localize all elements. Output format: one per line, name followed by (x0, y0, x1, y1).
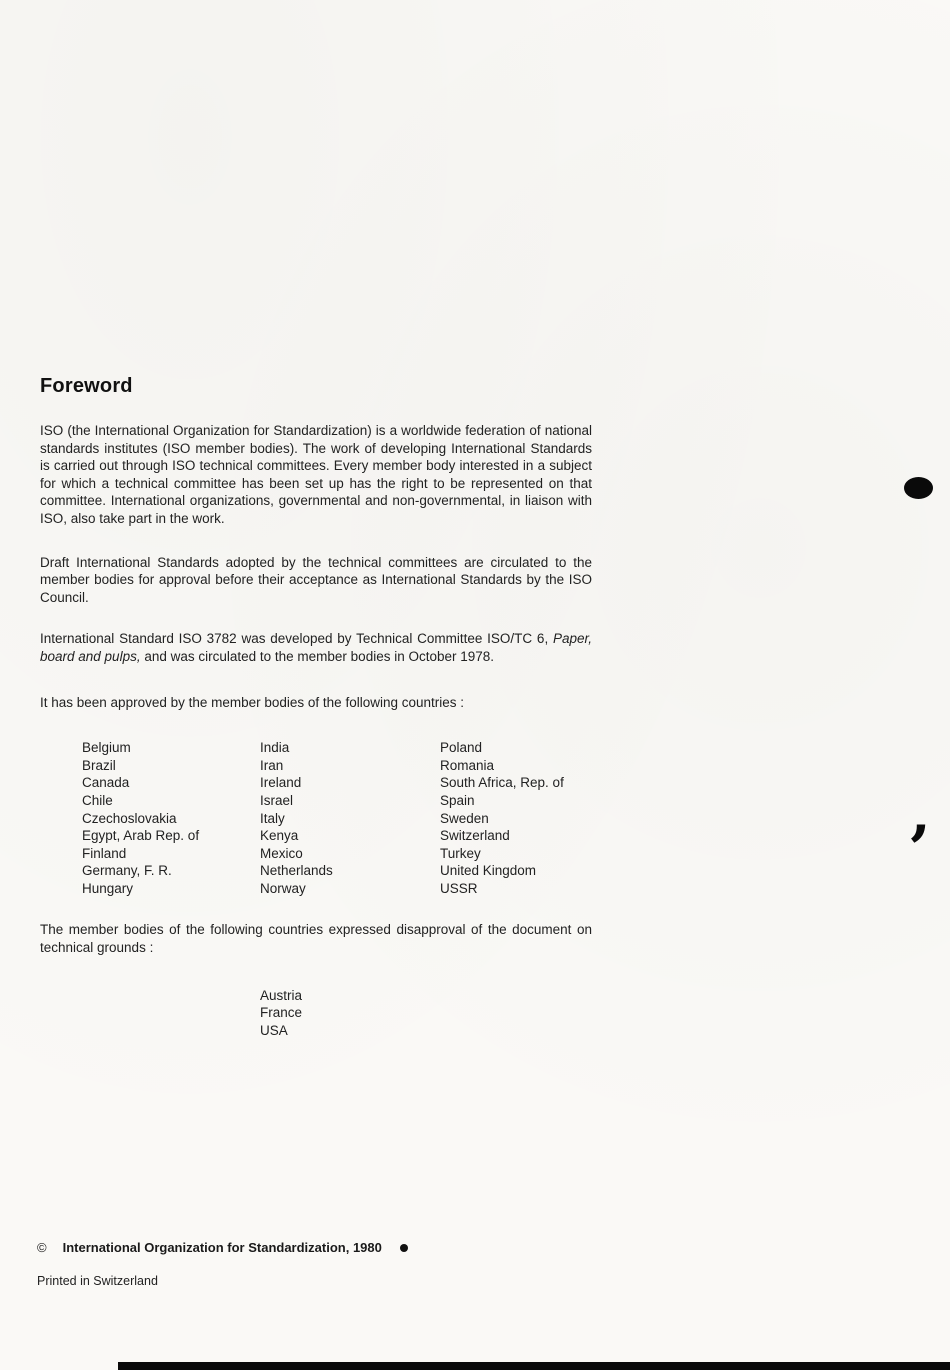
country-name: India (260, 740, 290, 756)
country-name: Belgium (82, 740, 131, 756)
text-segment-suffix: and was circulated to the member bodies in October 1978. (140, 648, 495, 664)
paragraph-developed-by (40, 630, 592, 665)
paragraph-approved-intro: It has been approved by the member bodies of the following countries : (40, 694, 465, 710)
paragraph-draft-standards: Draft International Standards adopted by the technical committees are circulated to the member bodies for approval before their acceptance as International Standards by the ISO Council. (40, 554, 592, 605)
approval-country-columns (82, 739, 592, 897)
copyright-line (37, 1240, 597, 1255)
country-name: Kenya (260, 828, 299, 844)
country-name: United Kingdom (440, 863, 537, 879)
country-name: Czechoslovakia (82, 810, 177, 826)
country-name: Switzerland (440, 828, 510, 844)
country-column-2 (260, 739, 440, 897)
country-name: Spain (440, 792, 475, 808)
country-name: Austria (260, 987, 303, 1003)
country-name: Iran (260, 757, 284, 773)
paragraph-disapproval-intro: The member bodies of the following countries expressed disapproval of the document on technical grounds : (40, 922, 592, 956)
country-name: Romania (440, 757, 495, 773)
country-name: USSR (440, 880, 478, 896)
copyright-symbol: © (37, 1240, 47, 1255)
text-segment-prefix: International Standard ISO 3782 was developed by Technical Committee ISO/TC 6, (40, 631, 553, 647)
printed-in-line: Printed in Switzerland (37, 1274, 158, 1288)
country-name: Germany, F. R. (82, 863, 172, 879)
country-name: Hungary (82, 880, 134, 896)
country-name: Norway (260, 880, 306, 896)
copyright-text: International Organization for Standardization, 1980 (62, 1240, 382, 1255)
country-name: Brazil (82, 757, 116, 773)
country-name: Italy (260, 810, 285, 826)
country-name: Turkey (440, 845, 481, 861)
country-name: Netherlands (260, 863, 333, 879)
italic-committee-title: Paper, board and pulps, (40, 631, 592, 664)
country-name: Chile (82, 792, 113, 808)
scan-artifact-bottom-bar (118, 1362, 950, 1370)
country-name: Israel (260, 792, 294, 808)
country-name: France (260, 1005, 303, 1021)
country-column-3 (440, 739, 592, 897)
scan-artifact-dot (904, 477, 933, 499)
page-title: Foreword (40, 375, 133, 397)
paragraph-iso-intro: ISO (the International Organization for Standardization) is a worldwide federation of national standards institutes (ISO member bodies). The work of developing International Standards is carried out through ISO technical committees. Every member body interested in a subject for which a technical committee has been set up has the right to be represented on that committee. International organizations, governmental and non-governmental, in liaison with ISO, also take part in the work. (40, 423, 592, 526)
bullet-dot-icon (400, 1244, 408, 1252)
country-name: Sweden (440, 810, 489, 826)
country-name: USA (260, 1022, 288, 1038)
country-name: Finland (82, 845, 127, 861)
country-name: Ireland (260, 775, 302, 791)
page-content (40, 375, 592, 1039)
page-footer (37, 1240, 597, 1288)
country-name: South Africa, Rep. of (440, 775, 564, 791)
disapproval-country-list (260, 987, 592, 1040)
country-name: Egypt, Arab Rep. of (82, 828, 200, 844)
country-name: Poland (440, 740, 483, 756)
country-name: Mexico (260, 845, 303, 861)
country-column-1 (82, 739, 260, 897)
country-name: Canada (82, 775, 130, 791)
scan-artifact-comma: ’ (908, 812, 931, 887)
